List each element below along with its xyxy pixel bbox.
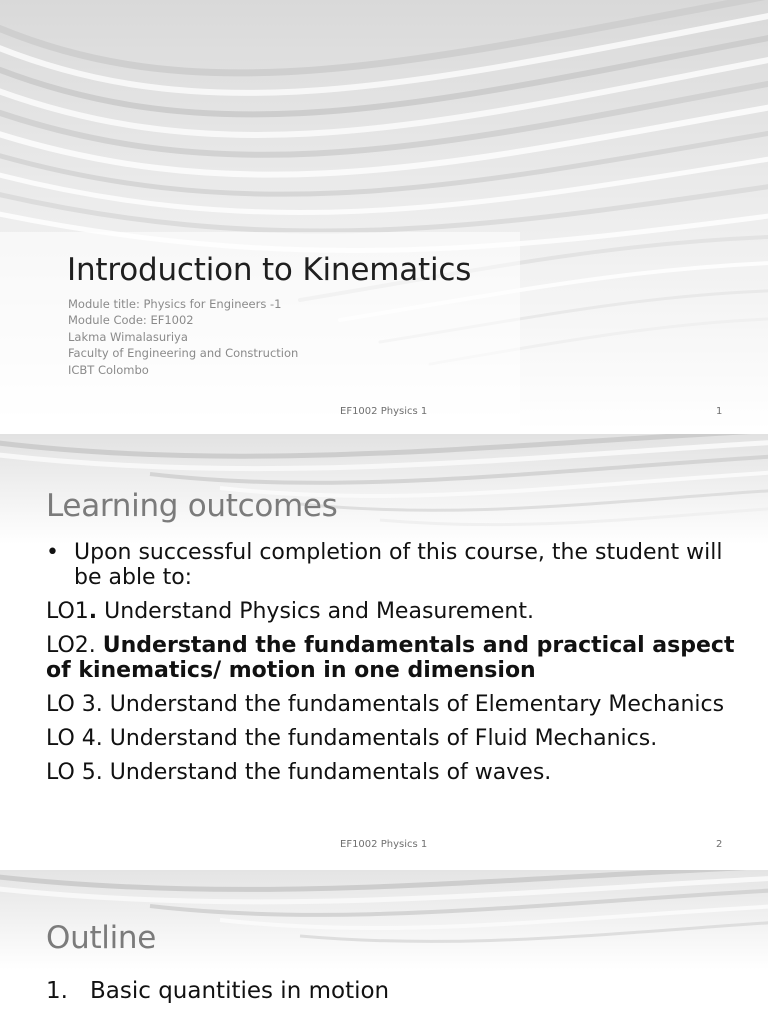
slide-title: Introduction to Kinematics — [67, 252, 472, 288]
lo2 — [46, 633, 736, 683]
slide-title: Outline — [46, 920, 157, 956]
slide-footer: EF1002 Physics 1 — [340, 839, 428, 850]
module-info — [68, 296, 298, 378]
lo4: LO 4. Understand the fundamentals of Fluid Mechanics. — [46, 726, 658, 751]
learning-outcomes-body — [46, 540, 736, 785]
slide-3 — [0, 870, 768, 1024]
module-code-line: Module Code: EF1002 — [68, 313, 194, 328]
slide-title: Learning outcomes — [46, 488, 338, 524]
slide-2 — [0, 434, 768, 866]
slide-footer: EF1002 Physics 1 — [340, 406, 428, 417]
intro-text: Upon successful completion of this course, the student will be able to: — [74, 540, 723, 590]
lo2-prefix: LO2. — [46, 633, 103, 658]
faculty-line: Faculty of Engineering and Construction — [68, 346, 299, 361]
lo1-prefix: LO1 — [46, 599, 89, 624]
lo3: LO 3. Understand the fundamentals of Elementary Mechanics — [46, 692, 725, 717]
outline-item — [46, 978, 389, 1004]
slide-number: 1 — [716, 406, 723, 417]
slide-1 — [0, 0, 768, 430]
outline-item-number: 1. — [46, 978, 68, 1004]
slide-number: 2 — [716, 839, 723, 850]
lo1-text: Understand Physics and Measurement. — [97, 599, 534, 624]
bullet-symbol: • — [46, 540, 59, 565]
lo5: LO 5. Understand the fundamentals of waves. — [46, 760, 552, 785]
lo1 — [46, 599, 736, 624]
intro-bullet — [46, 540, 736, 590]
institution-line: ICBT Colombo — [68, 362, 149, 377]
outline-item-text: Basic quantities in motion — [90, 978, 390, 1004]
author-line: Lakma Wimalasuriya — [68, 329, 188, 344]
lo1-dot: . — [88, 599, 98, 624]
lo2-text: Understand the fundamentals and practical aspect of kinematics/ motion in one dimension — [46, 633, 735, 683]
module-title-line: Module title: Physics for Engineers -1 — [68, 297, 282, 311]
